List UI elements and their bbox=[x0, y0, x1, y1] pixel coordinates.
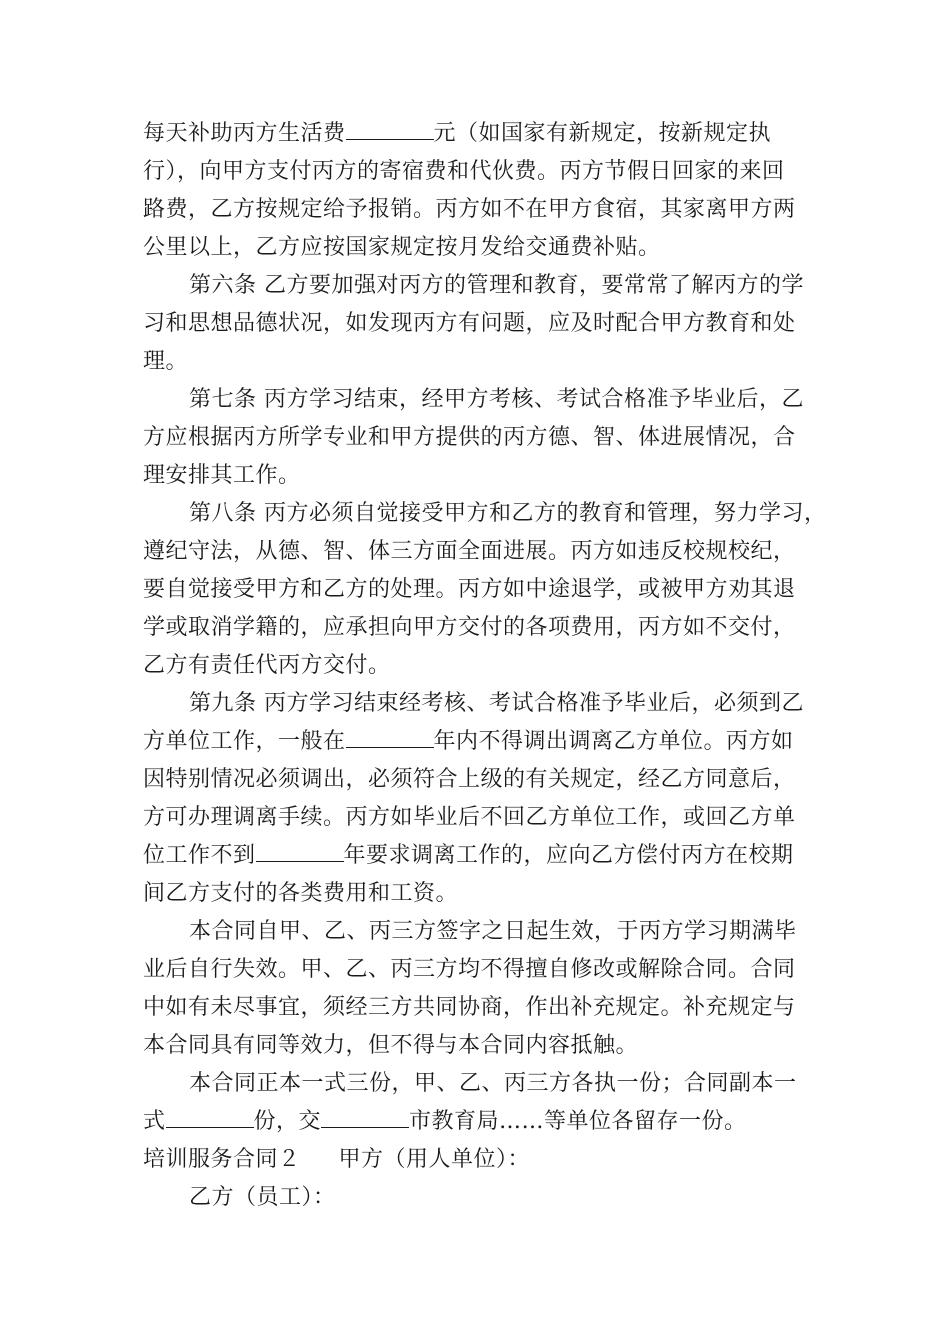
text-segment: 年要求调离工作的，应向乙方偿付丙方在校期 bbox=[343, 843, 794, 868]
fill-in-blank bbox=[256, 839, 344, 862]
article-7-line: 第七条 丙方学习结束，经甲方考核、考试合格准予毕业后，乙 bbox=[189, 387, 804, 412]
text-segment: 式 bbox=[143, 1109, 166, 1134]
party-b-label: 乙方（员工）： bbox=[189, 1185, 336, 1210]
text-line: 业后自行失效。甲、乙、丙三方均不得擅自修改或解除合同。合同 bbox=[143, 957, 796, 982]
contract-title: 培训服务合同２ bbox=[143, 1147, 301, 1172]
article-8-line: 第八条 丙方必须自觉接受甲方和乙方的教育和管理，努力学习， bbox=[189, 501, 827, 526]
copies-clause-line: 本合同正本一式三份，甲、乙、丙三方各执一份；合同副本一 bbox=[189, 1071, 797, 1096]
text-line: 本合同具有同等效力，但不得与本合同内容抵触。 bbox=[143, 1033, 639, 1058]
text-line: 习和思想品德状况，如发现丙方有问题，应及时配合甲方教育和处 bbox=[143, 311, 796, 336]
effect-clause-line: 本合同自甲、乙、丙三方签字之日起生效，于丙方学习期满毕 bbox=[189, 919, 797, 944]
text-segment: 年内不得调出调离乙方单位。丙方如 bbox=[433, 729, 794, 754]
text-line: 方应根据丙方所学专业和甲方提供的丙方德、智、体进展情况，合 bbox=[143, 425, 796, 450]
fill-in-blank bbox=[346, 725, 434, 748]
party-a-label: 甲方（用人单位）： bbox=[338, 1147, 531, 1172]
text-line: 遵纪守法，从德、智、体三方面全面进展。丙方如违反校规校纪， bbox=[143, 539, 796, 564]
text-line bbox=[143, 724, 794, 760]
text-line: 方可办理调离手续。丙方如毕业后不回乙方单位工作，或回乙方单 bbox=[143, 805, 796, 830]
text-line: 理安排其工作。 bbox=[143, 463, 301, 488]
text-line: 要自觉接受甲方和乙方的处理。丙方如中途退学，或被甲方劝其退 bbox=[143, 577, 796, 602]
text-line bbox=[143, 116, 771, 152]
article-9-line: 第九条 丙方学习结束经考核、考试合格准予毕业后，必须到乙 bbox=[189, 691, 804, 716]
text-line: 理。 bbox=[143, 349, 189, 374]
text-segment: 每天补助丙方生活费 bbox=[143, 121, 346, 146]
text-segment: 方单位工作，一般在 bbox=[143, 729, 346, 754]
text-line: 间乙方支付的各类费用和工资。 bbox=[143, 881, 459, 906]
text-segment: 份，交 bbox=[253, 1109, 322, 1134]
fill-in-blank bbox=[166, 1105, 254, 1128]
text-line: 行），向甲方支付丙方的寄宿费和代伙费。丙方节假日回家的来回 bbox=[143, 159, 785, 184]
text-segment: 位工作不到 bbox=[143, 843, 256, 868]
text-line: 乙方有责任代丙方交付。 bbox=[143, 653, 391, 678]
text-line: 路费，乙方按规定给予报销。丙方如不在甲方食宿，其家离甲方两 bbox=[143, 197, 796, 222]
text-line: 公里以上，乙方应按国家规定按月发给交通费补贴。 bbox=[143, 235, 661, 260]
text-line: 因特别情况必须调出，必须符合上级的有关规定，经乙方同意后， bbox=[143, 767, 796, 792]
contract-title-line bbox=[143, 1142, 530, 1178]
text-segment: 元（如国家有新规定，按新规定执 bbox=[433, 121, 772, 146]
fill-in-blank bbox=[346, 117, 434, 140]
text-line: 中如有未尽事宜，须经三方共同协商，作出补充规定。补充规定与 bbox=[143, 995, 796, 1020]
text-segment: 市教育局……等单位各留存一份。 bbox=[409, 1109, 747, 1134]
fill-in-blank bbox=[321, 1105, 409, 1128]
text-line: 学或取消学籍的，应承担向甲方交付的各项费用，丙方如不交付， bbox=[143, 615, 796, 640]
text-line bbox=[143, 1104, 747, 1140]
article-6-line: 第六条 乙方要加强对丙方的管理和教育，要常常了解丙方的学 bbox=[189, 273, 804, 298]
text-line bbox=[143, 838, 794, 874]
